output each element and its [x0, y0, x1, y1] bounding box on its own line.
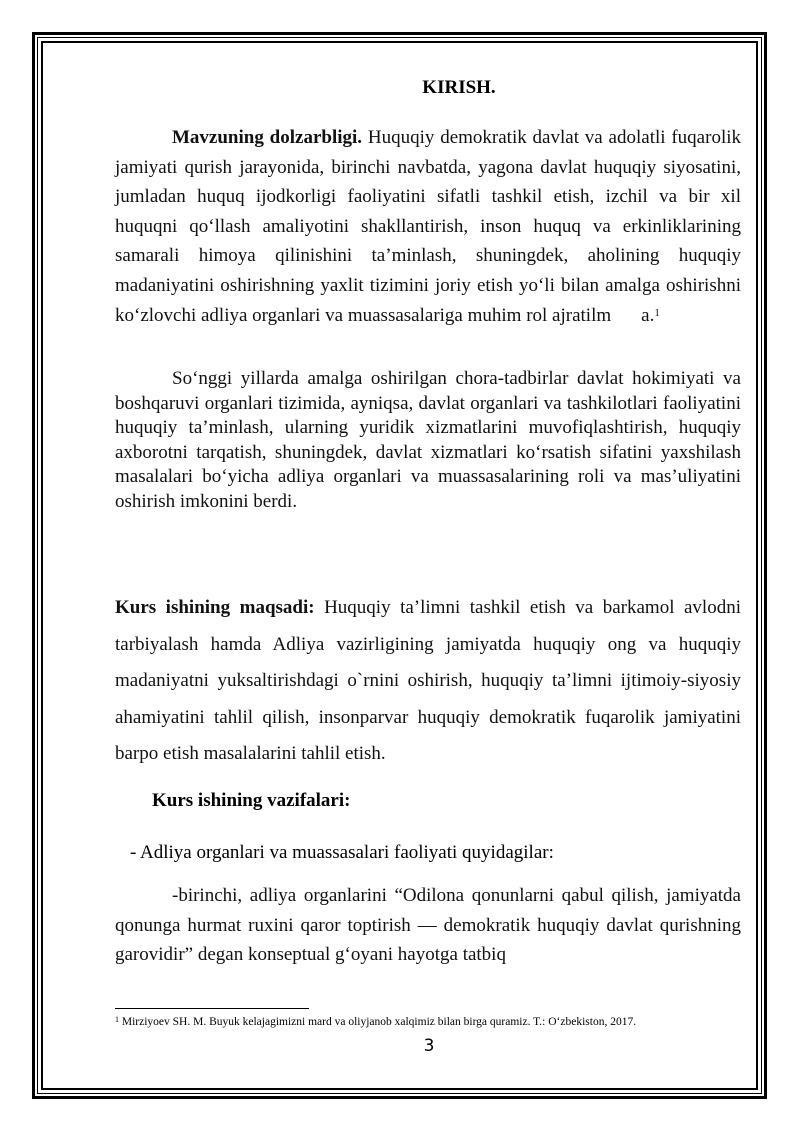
goal-text: Huquqiy ta’limni tashkil etish va barkamol avlodni tarbiyalash hamda Adliya vazirligining jamiyatda huquqiy ong va huquqiy madaniyatni yuksaltirishdagi o`rnini oshirish, huquqiy ta’limni ijtimoiy-siyosiy ahamiyatini tahlil qilish, insonparvar huquqiy demokratik fuqarolik jamiyatini barpo etish masalalarini tahlil etish. [115, 597, 741, 765]
relevance-tail: a. [641, 304, 655, 326]
footnote-ref: 1 [654, 306, 660, 319]
paragraph-goal [115, 590, 741, 773]
goal-heading: Kurs ishining maqsadi: [115, 597, 315, 618]
footnote-number: 1 [115, 1015, 119, 1024]
page-title: KIRISH. [422, 77, 496, 98]
page-number: 3 [423, 1036, 435, 1056]
tasks-intro-line: - Adliya organlari va muassasalari faoliyati quyidagilar: [130, 842, 554, 863]
relevance-text: Huquqiy demokratik davlat va adolatli fuqarolik jamiyati qurish jarayonida, birinchi navbatda, yagona davlat huquqiy siyosatini, jumladan huquq ijodkorligi faoliyatini sifatli tashkil etish, izchil va bir xil huquqni qo‘llash amaliyotini shakllantirish, inson huquq va erkinliklarining samarali himoya qilinishini ta’minlash, shuningdek, aholining huquqiy madaniyatini oshirishning yaxlit tizimini joriy etish yo‘li bilan amalga oshirishni ko‘zlovchi adliya organlari va muassasalariga muhim rol ajratilm [115, 127, 742, 326]
footnote [115, 1016, 755, 1028]
footnote-separator [115, 1008, 309, 1009]
tasks-heading: Kurs ishining vazifalari: [152, 790, 351, 811]
paragraph-recent-years: So‘nggi yillarda amalga oshirilgan chora-tadbirlar davlat hokimiyati va boshqaruvi organlari tizimida, ayniqsa, davlat organlari va tashkilotlari faoliyatini huquqiy ta’minlash, ularning yuridik xizmatlarini muvofiqlashtirish, huquqiy axborotni tarqatish, shuningdek, davlat xizmatlari ko‘rsatish sifatini yaxshilash masalalari bo‘yicha adliya organlari va muassasalarining roli va mas’uliyatini oshirish imkonini berdi. [115, 368, 741, 512]
footnote-text: Mirziyoev SH. M. Buyuk kelajagimizni mard va oliyjanob xalqimiz bilan birga quramiz. T.: O‘zbekiston, 2017. [119, 1016, 637, 1028]
paragraph-relevance [115, 123, 741, 330]
relevance-heading: Mavzuning dolzarbligi. [172, 127, 363, 148]
paragraph-first-task: -birinchi, adliya organlarini “Odilona qonunlarni qabul qilish, jamiyatda qonunga hurmat ruxini qaror toptirish — demokratik huquqiy davlat qurishning garovidir” degan konseptual g‘oyani hayotga tatbiq [115, 885, 741, 966]
